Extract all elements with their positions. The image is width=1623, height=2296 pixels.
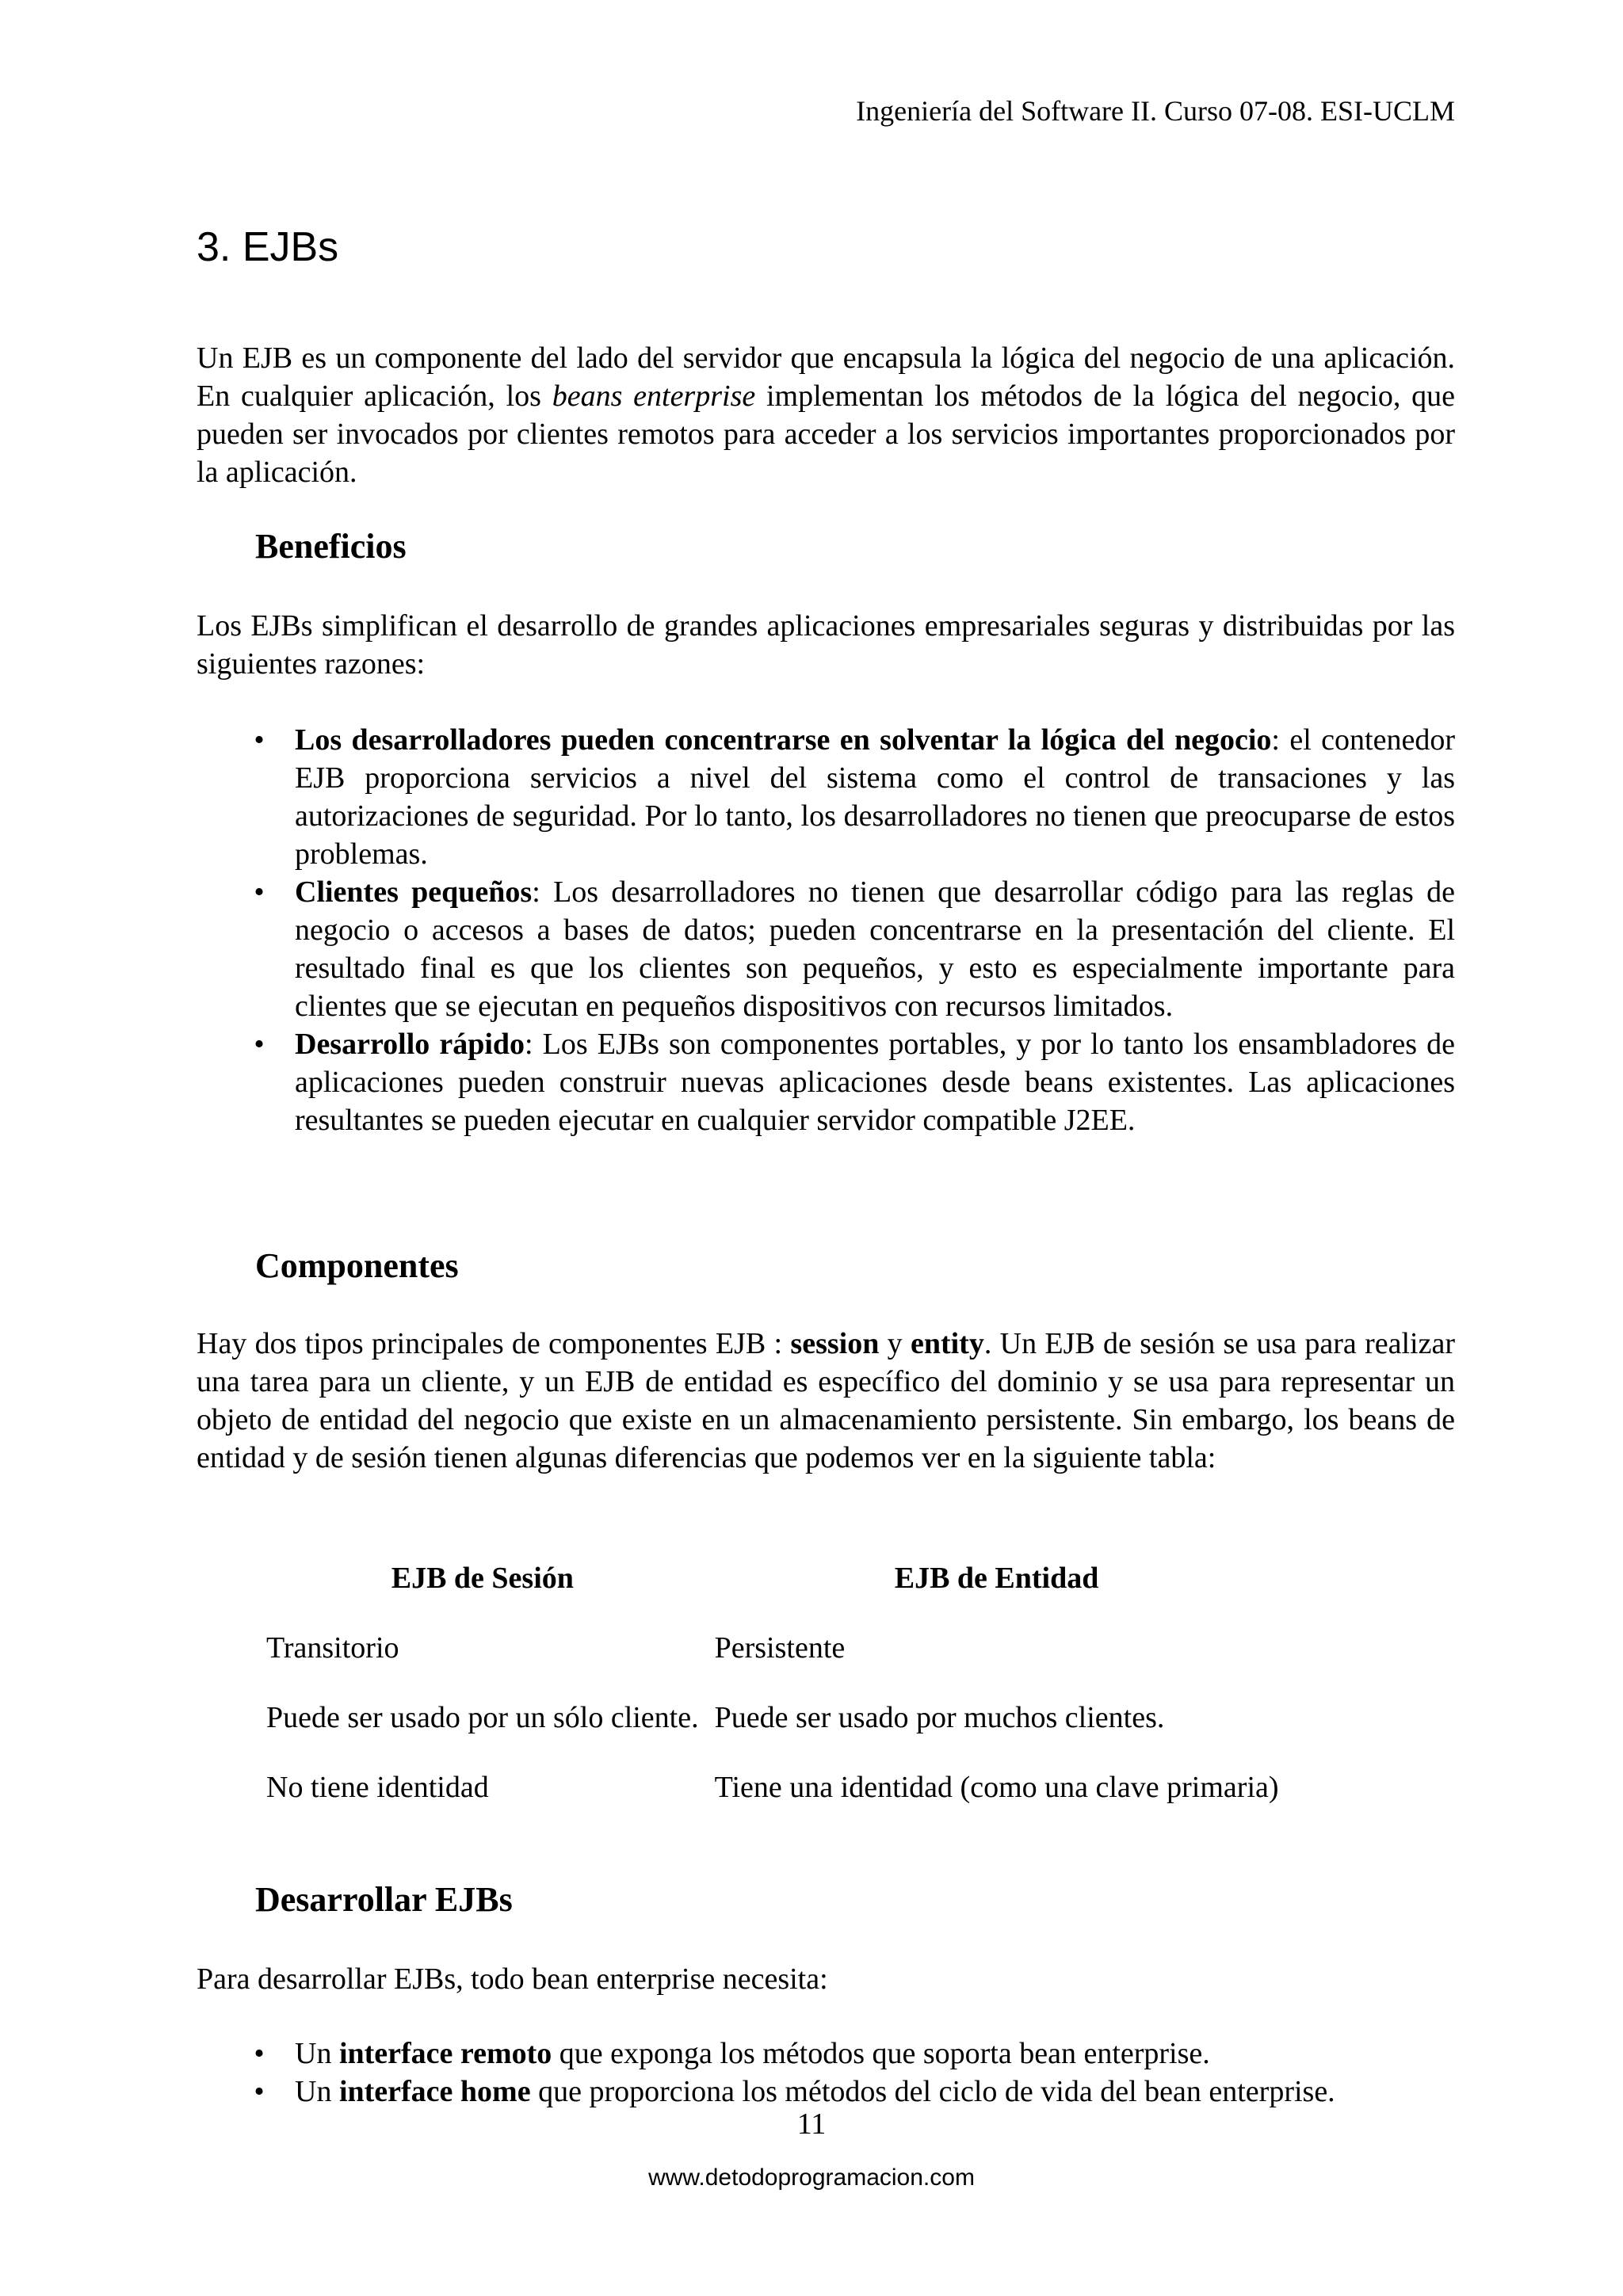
componentes-paragraph — [197, 1325, 1455, 1477]
intro-emphasis: beans enterprise — [552, 379, 756, 413]
bullet-icon: • — [254, 723, 265, 757]
table-row — [255, 1629, 1284, 1699]
page-number: 11 — [796, 2107, 827, 2141]
list-item-bold: Los desarrolladores pueden concentrarse en solventar la lógica del negocio — [295, 723, 1272, 757]
bullet-icon: • — [254, 875, 265, 909]
table-header-cell: EJB de Sesión — [391, 1562, 574, 1595]
bullet-icon: • — [254, 2037, 265, 2070]
table-cell: Persistente — [714, 1631, 846, 1665]
table-header-row — [255, 1559, 1284, 1629]
list-item-bold: Clientes pequeños — [295, 875, 533, 909]
list-item — [197, 2073, 1455, 2111]
componentes-text-3: . Un EJB de sesión se usa para realizar una tarea para un cliente, y un EJB de entidad es específico del dominio y se usa para representar un objeto de entidad del negocio que existe en un almacenamiento persistente. Sin embargo, los beans de entidad y de sesión tienen algunas diferencias que podemos ver en la siguiente tabla: — [197, 1327, 1455, 1474]
table-header-cell: EJB de Entidad — [894, 1562, 1099, 1595]
table-cell: Puede ser usado por muchos clientes. — [714, 1701, 1165, 1734]
list-item-text: : Los desarrolladores no tienen que desarrollar código para las reglas de negocio o accesos a bases de datos; pueden concentrarse en la presentación del cliente. El resultado final es que los clientes son pequeños, y esto es especialmente importante para clientes que se ejecutan en pequeños dispositivos con recursos limitados. — [295, 875, 1456, 1023]
comparison-table — [255, 1559, 1284, 1838]
list-item — [197, 873, 1455, 1025]
list-item-text: : Los EJBs son componentes portables, y por lo tanto los ensambladores de aplicaciones pueden construir nuevas aplicaciones desde beans existentes. Las aplicaciones resultantes se pueden ejecutar en cualquier servidor compatible J2EE. — [295, 1028, 1455, 1137]
table-row — [255, 1768, 1284, 1838]
table-row — [255, 1699, 1284, 1768]
desarrollar-intro: Para desarrollar EJBs, todo bean enterprise necesita: — [197, 1962, 828, 1996]
list-item — [197, 721, 1455, 873]
section-heading-componentes: Componentes — [255, 1246, 459, 1285]
beneficios-intro: Los EJBs simplifican el desarrollo de grandes aplicaciones empresariales seguras y distribuidas por las siguientes razones: — [197, 609, 1455, 681]
list-item-bold: interface home — [338, 2075, 531, 2108]
beneficios-list — [197, 721, 1455, 1139]
section-heading-desarrollar: Desarrollar EJBs — [255, 1880, 513, 1919]
intro-paragraph — [197, 339, 1455, 491]
bullet-icon: • — [254, 2075, 265, 2108]
componentes-session: session — [790, 1327, 880, 1360]
list-item-pre: Un — [295, 2075, 339, 2108]
componentes-text-2: y — [879, 1327, 911, 1360]
desarrollar-list — [197, 2035, 1455, 2111]
list-item-bold: interface remoto — [338, 2037, 552, 2070]
list-item-bold: Desarrollo rápido — [295, 1028, 525, 1061]
componentes-text-1: Hay dos tipos principales de componentes EJB : — [197, 1327, 791, 1360]
intro-text-1: Un EJB es un componente del lado del servidor que encapsula la lógica del negocio de una aplicación. En cualquier aplicación, los — [197, 341, 1455, 413]
section-heading-beneficios: Beneficios — [255, 527, 407, 566]
componentes-entity: entity — [910, 1327, 984, 1360]
running-header: Ingeniería del Software II. Curso 07-08. ESI-UCLM — [856, 95, 1455, 127]
table-cell: Transitorio — [266, 1631, 399, 1665]
list-item-post: que exponga los métodos que soporta bean enterprise. — [552, 2037, 1210, 2070]
footer-url: www.detodoprogramacion.com — [648, 2164, 975, 2191]
table-cell: Tiene una identidad (como una clave primaria) — [714, 1771, 1279, 1804]
list-item-pre: Un — [295, 2037, 339, 2070]
table-cell: Puede ser usado por un sólo cliente. — [266, 1701, 699, 1734]
bullet-icon: • — [254, 1028, 265, 1061]
list-item-post: que proporciona los métodos del ciclo de vida del bean enterprise. — [530, 2075, 1335, 2108]
list-item-text: : el contenedor EJB proporciona servicios a nivel del sistema como el control de transaciones y las autorizaciones de seguridad. Por lo tanto, los desarrolladores no tienen que preocuparse de estos problemas. — [295, 723, 1455, 871]
intro-text-2: implementan los métodos de la lógica del negocio, que pueden ser invocados por clientes remotos para acceder a los servicios importantes proporcionados por la aplicación. — [197, 379, 1455, 489]
list-item — [197, 1025, 1455, 1139]
list-item — [197, 2035, 1455, 2073]
table-cell: No tiene identidad — [266, 1771, 489, 1804]
chapter-title: 3. EJBs — [197, 224, 339, 270]
